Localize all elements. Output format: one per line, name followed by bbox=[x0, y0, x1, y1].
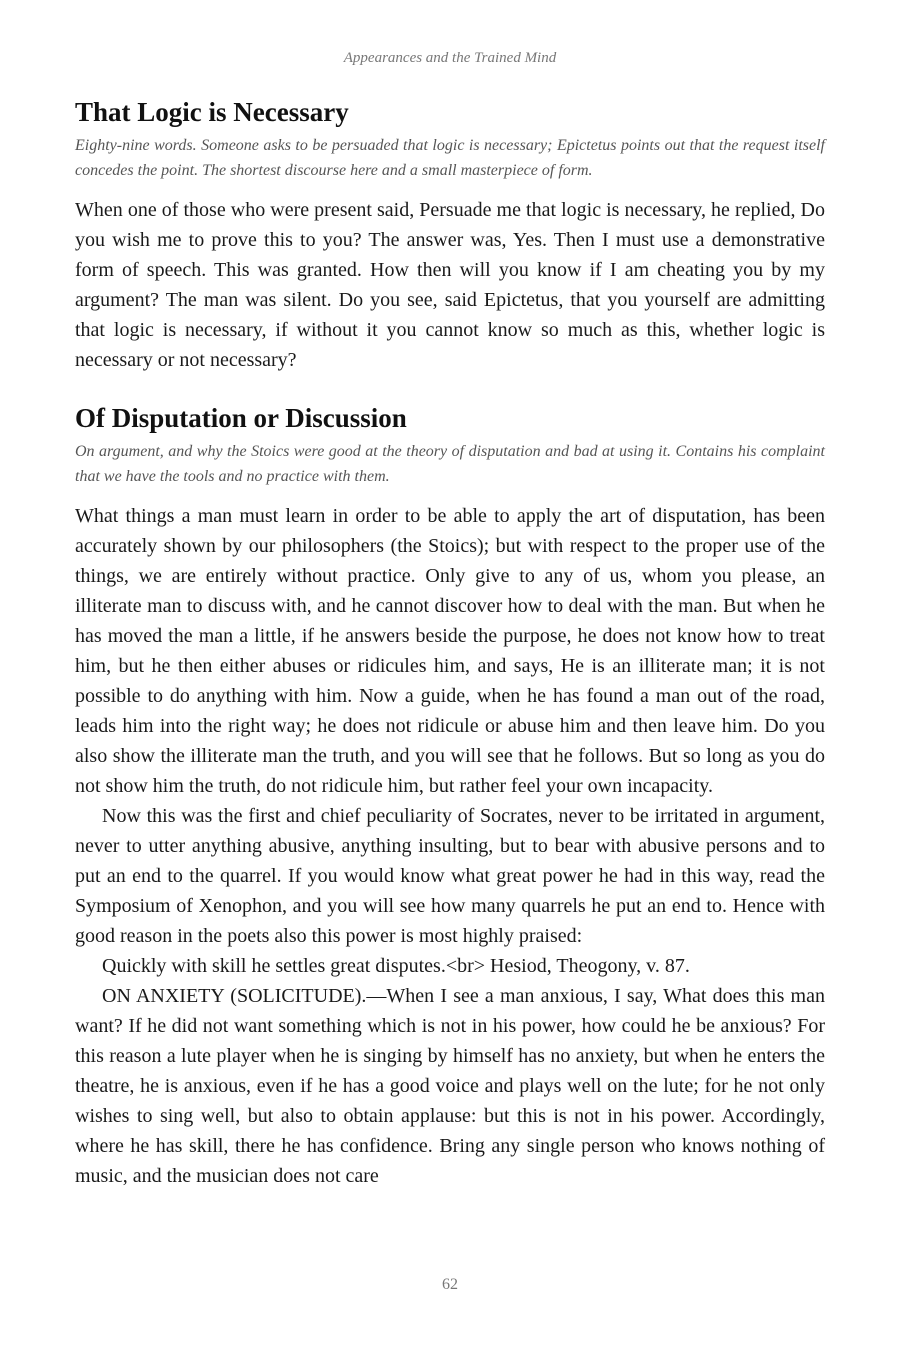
body-paragraph: When one of those who were present said, Persuade me that logic is necessary, he replied, Do you wish me to prove this to you? The answer was, Yes. Then I must use a demonstrative form of speech. This was granted. How then will you know if I am cheating you by my argument? The man was silent. Do you see, said Epictetus, that you yourself are admitting that logic is necessary, if without it you cannot know so much as this, whether logic is necessary or not necessary? bbox=[75, 199, 825, 371]
section-summary: Eighty-nine words. Someone asks to be persuaded that logic is necessary; Epictetus points out that the request itself concedes the point. The shortest discourse here and a small masterpiece of form. bbox=[75, 137, 825, 179]
section-of-disputation-or-discussion bbox=[75, 402, 825, 1191]
body-paragraph: ON ANXIETY (SOLICITUDE).—When I see a man anxious, I say, What does this man want? If he did not want something which is not in his power, how could he be anxious? For this reason a lute player when he is singing by himself has no anxiety, but when he enters the theatre, he is anxious, even if he has a good voice and plays well on the lute; for he not only wishes to sing well, but also to obtain applause: but this is not in his power. Accordingly, where he has skill, there he has confidence. Bring any single person who knows nothing of music, and the musician does not care bbox=[75, 985, 825, 1187]
page-number: 62 bbox=[442, 1276, 458, 1293]
section-that-logic-is-necessary bbox=[75, 96, 825, 375]
running-head: Appearances and the Trained Mind bbox=[343, 50, 557, 66]
section-title: Of Disputation or Discussion bbox=[75, 403, 407, 433]
section-title: That Logic is Necessary bbox=[75, 97, 349, 127]
body-paragraph: What things a man must learn in order to be able to apply the art of disputation, has been accurately shown by our philosophers (the Stoics); but with respect to the proper use of the things, we are entirely without practice. Only give to any of us, whom you please, an illiterate man to discuss with, and he cannot discover how to deal with the man. But when he has moved the man a little, if he answers beside the purpose, he does not know how to treat him, but he then either abuses or ridicules him, and says, He is an illiterate man; it is not possible to do anything with him. Now a guide, when he has found a man out of the road, leads him into the right way; he does not ridicule or abuse him and then leave him. Do you also show the illiterate man the truth, and you will see that he follows. But so long as you do not show him the truth, do not ridicule him, but rather feel your own incapacity. bbox=[75, 505, 825, 797]
section-summary: On argument, and why the Stoics were good at the theory of disputation and bad at using it. Contains his complaint that we have the tools and no practice with them. bbox=[75, 443, 825, 485]
verse-quotation: Quickly with skill he settles great disputes.<br> Hesiod, Theogony, v. 87. bbox=[102, 955, 690, 977]
body-paragraph: Now this was the first and chief peculiarity of Socrates, never to be irritated in argument, never to utter anything abusive, anything insulting, but to bear with abusive persons and to put an end to the quarrel. If you would know what great power he had in this way, read the Symposium of Xenophon, and you will see how many quarrels he put an end to. Hence with good reason in the poets also this power is most highly praised: bbox=[75, 805, 825, 947]
